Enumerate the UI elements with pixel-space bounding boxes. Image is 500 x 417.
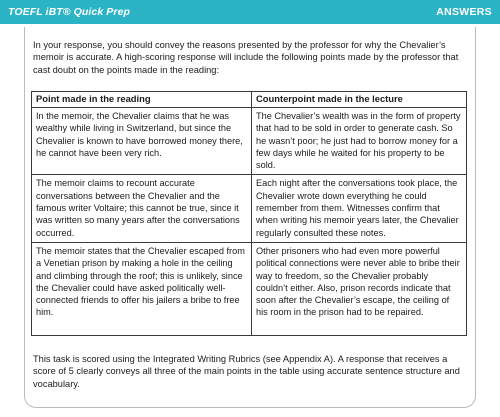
table-row (32, 175, 467, 242)
reading-point-cell: The memoir states that the Chevalier escaped from a Venetian prison by making a hole in the ceiling and climbing through the roof; this is unlikely, since the Chevalier could have asked politically well-connected friends to offer his jailers a bribe to free him. (32, 242, 252, 335)
section-label: ANSWERS (436, 6, 492, 18)
reading-point-cell: The memoir claims to recount accurate conversations between the Chevalier and the famous writer Voltaire; this cannot be true, since it was written so many years after the conversations occurred. (32, 175, 252, 242)
table-header-row (32, 92, 467, 108)
lecture-counterpoint-cell: Each night after the conversations took place, the Chevalier wrote down everything he could remember from them. Witnesses confirm that when writing his memoir years later, the Chevalier regularly consulted these notes. (252, 175, 467, 242)
closing-paragraph: This task is scored using the Integrated Writing Rubrics (see Appendix A). A response that receives a score of 5 clearly conveys all three of the main points in the table using accurate sentence structure and vocabulary. (33, 354, 460, 389)
points-table (31, 91, 467, 336)
intro-paragraph: In your response, you should convey the reasons presented by the professor for why the Chevalier’s memoir is accurate. A high-scoring response will include the following points made by the professor that cast doubt on the points made in the reading: (33, 40, 459, 75)
table-row (32, 108, 467, 175)
lecture-counterpoint-cell: The Chevalier’s wealth was in the form of property that had to be sold in order to generate cash. So he wasn’t poor; he just had to borrow money for a few days while he waited for his property to be sold. (252, 108, 467, 175)
column-header-lecture: Counterpoint made in the lecture (252, 92, 467, 108)
column-header-reading: Point made in the reading (32, 92, 252, 108)
book-title: TOEFL iBT® Quick Prep (8, 6, 131, 18)
reading-point-cell: In the memoir, the Chevalier claims that he was wealthy while living in Switzerland, but since the Chevalier is known to have borrowed money there, he cannot have been very rich. (32, 108, 252, 175)
lecture-counterpoint-cell: Other prisoners who had even more powerful political connections were never able to bribe their way to freedom, so the Chevalier probably couldn’t either. Also, prison records indicate that soon after the Chevalier’s escape, the ceiling of his room in the prison had to be repaired. (252, 242, 467, 335)
header-bar (0, 0, 500, 24)
table-row (32, 242, 467, 335)
